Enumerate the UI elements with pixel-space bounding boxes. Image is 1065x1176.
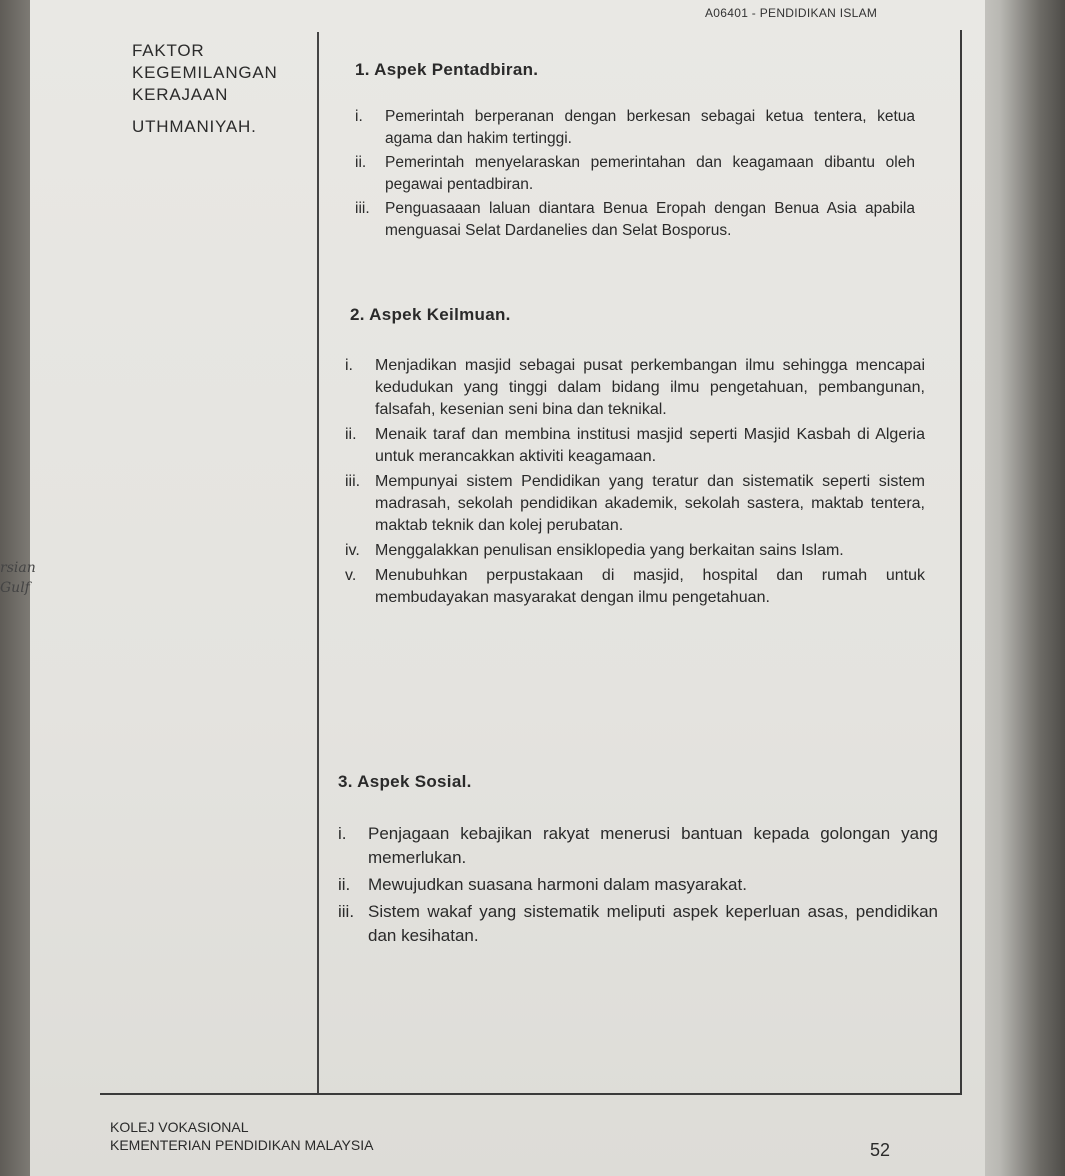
list-item: i. Penjagaan kebajikan rakyat menerusi bantuan kepada golongan yang memerlukan. (338, 824, 938, 867)
margin-map-text: rsian (0, 560, 36, 576)
section-pentadbiran (355, 60, 915, 244)
list-item: iii. Mempunyai sistem Pendidikan yang teratur dan sistematik seperti sistem madrasah, sekolah pendidikan akademik, sekolah sastera, maktab tentera, maktab teknik dan kolej perubatan. (345, 473, 925, 534)
document-page (30, 0, 985, 1176)
item-list (355, 106, 915, 242)
item-list (345, 355, 925, 609)
section-sosial (338, 772, 938, 951)
list-item: v. Menubuhkan perpustakaan di masjid, hospital dan rumah untuk membudayakan masyarakat dengan ilmu pengetahuan. (345, 567, 925, 606)
list-item: iv. Menggalakkan penulisan ensiklopedia yang berkaitan sains Islam. (345, 542, 844, 559)
section-title: 2. Aspek Keilmuan. (350, 305, 511, 324)
subject-code-header: A06401 - PENDIDIKAN ISLAM (705, 6, 878, 20)
list-item: i. Menjadikan masjid sebagai pusat perkembangan ilmu sehingga mencapai kedudukan yang tinggi dalam bidang ilmu pengetahuan, pembangunan, falsafah, kesenian seni bina dan teknikal. (345, 357, 925, 418)
faktor-line-3: KERAJAAN (132, 85, 229, 104)
section-title: 1. Aspek Pentadbiran. (355, 60, 539, 79)
list-item: ii. Pemerintah menyelaraskan pemerintahan dan keagamaan dibantu oleh pegawai pentadbiran. (355, 154, 915, 193)
margin-map-text: Gulf (0, 580, 30, 596)
item-list (338, 822, 938, 948)
list-item: iii. Penguasaaan laluan diantara Benua Eropah dengan Benua Asia apabila menguasai Selat Dardanelies dan Selat Bosporus. (355, 200, 915, 239)
footer-line-1: KOLEJ VOKASIONAL (110, 1119, 249, 1135)
footer-institution (110, 1118, 373, 1154)
section-title: 3. Aspek Sosial. (338, 772, 472, 791)
page-number: 52 (870, 1140, 891, 1160)
list-item: iii. Sistem wakaf yang sistematik meliputi aspek keperluan asas, pendidikan dan kesihatan. (338, 902, 938, 945)
faktor-line-1: FAKTOR (132, 41, 205, 60)
faktor-column (132, 40, 322, 138)
list-item: ii. Menaik taraf dan membina institusi masjid seperti Masjid Kasbah di Algeria untuk merancakkan aktiviti keagamaan. (345, 426, 925, 465)
faktor-line-2: KEGEMILANGAN (132, 63, 278, 82)
list-item: ii. Mewujudkan suasana harmoni dalam masyarakat. (338, 875, 747, 894)
faktor-line-4: UTHMANIYAH. (132, 117, 257, 136)
section-keilmuan (345, 305, 925, 612)
list-item: i. Pemerintah berperanan dengan berkesan sebagai ketua tentera, ketua agama dan hakim tertinggi. (355, 108, 915, 147)
footer-line-2: KEMENTERIAN PENDIDIKAN MALAYSIA (110, 1137, 374, 1153)
column-divider (317, 32, 319, 1093)
